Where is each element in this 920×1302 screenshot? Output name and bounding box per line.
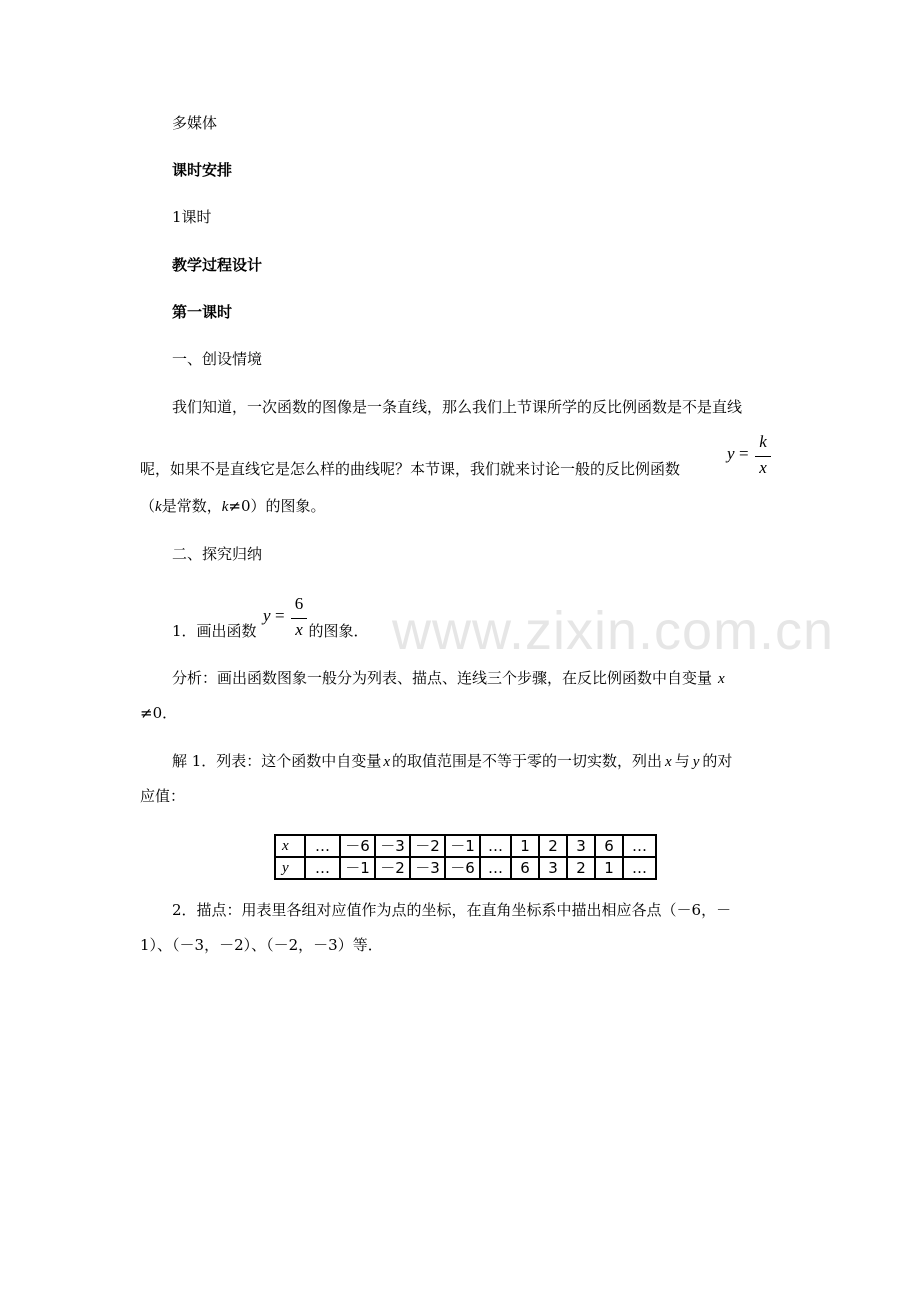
paragraph-plot-points-line1: 2．描点：用表里各组对应值作为点的坐标，在直角坐标系中描出相应各点（－6，－ [172,901,732,919]
formula-denominator: x [295,620,303,639]
heading-schedule: 课时安排 [172,161,233,179]
text-is-constant: 是常数， [161,497,222,515]
heading-first-period: 第一课时 [172,303,233,321]
heading-process-design: 教学过程设计 [172,256,263,274]
table-cell: … [623,835,656,857]
formula-equals: = [275,606,285,625]
text-media: 多媒体 [172,114,218,132]
table-cell: －1 [340,857,375,879]
var-x: x [718,671,725,687]
paragraph-analysis-line1 [172,668,725,689]
text-solution-end: 的对 [702,752,733,770]
table-cell: … [305,857,340,879]
table-cell: … [623,857,656,879]
paragraph-plot-points-line2: 1）、（－3，－2）、（－2，－3）等． [140,936,383,954]
table-row-y [275,857,656,879]
fraction-bar [291,618,307,619]
table-cell: 1 [595,857,623,879]
var-x: x [383,754,390,770]
var-x: x [665,754,672,770]
text-open-paren: （ [140,497,156,515]
formula-y-equals-6-over-x [263,594,313,644]
table-cell: 6 [511,857,539,879]
table-cell: 3 [567,835,595,857]
table-cell: … [305,835,340,857]
table-cell: －1 [445,835,480,857]
formula-y-equals-k-over-x [727,432,777,482]
paragraph-intro-line3 [140,496,326,517]
table-cell: 2 [567,857,595,879]
table-cell: 6 [595,835,623,857]
table-cell: －2 [375,857,410,879]
formula-equals: = [739,444,749,463]
var-y: y [692,754,700,770]
paragraph-intro-line2: 呢，如果不是直线它是怎么样的曲线呢？本节课，我们就来讨论一般的反比例函数 [140,460,681,478]
paragraph-intro-line1: 我们知道，一次函数的图像是一条直线，那么我们上节课所学的反比例函数是不是直线 [172,398,743,416]
section-situation: 一、创设情境 [172,350,263,368]
text-solution-start: 解 1．列表：这个函数中自变量 [172,752,382,770]
text-nonzero-graph: ≠0）的图象。 [228,497,326,515]
formula-numerator: k [759,432,767,451]
table-cell: 2 [539,835,567,857]
paragraph-solution-line2: 应值： [140,787,186,805]
formula-lhs: y [727,444,735,463]
text-draw-function: 1．画出函数 [172,622,257,640]
table-cell: … [480,835,511,857]
formula-denominator: x [759,458,767,477]
var-k: k [155,499,162,515]
table-row-x [275,835,656,857]
table-cell: y [275,857,305,879]
text-one-period: 1课时 [172,208,212,226]
table-cell: 1 [511,835,539,857]
text-solution-mid: 的取值范围是不等于零的一切实数，列出 [392,752,663,770]
text-analysis: 分析：画出函数图象一般分为列表、描点、连线三个步骤，在反比例函数中自变量 [172,669,713,687]
text-and: 与 [674,752,690,770]
section-explore: 二、探究归纳 [172,545,263,563]
table-cell: －6 [445,857,480,879]
table-cell: －2 [410,835,445,857]
fraction-bar [755,456,771,457]
value-table [274,834,657,880]
formula-lhs: y [263,606,271,625]
table-cell: －6 [340,835,375,857]
paragraph-analysis-line2: ≠0． [140,704,178,722]
table-cell: －3 [410,857,445,879]
table-cell: x [275,835,305,857]
table-cell: … [480,857,511,879]
table-cell: 3 [539,857,567,879]
formula-numerator: 6 [294,594,304,613]
watermark: www.zixin.com.cn [392,601,835,661]
paragraph-solution-line1 [172,751,732,772]
table-cell: －3 [375,835,410,857]
text-graph-of: 的图象． [308,622,369,640]
var-k: k [221,499,229,515]
